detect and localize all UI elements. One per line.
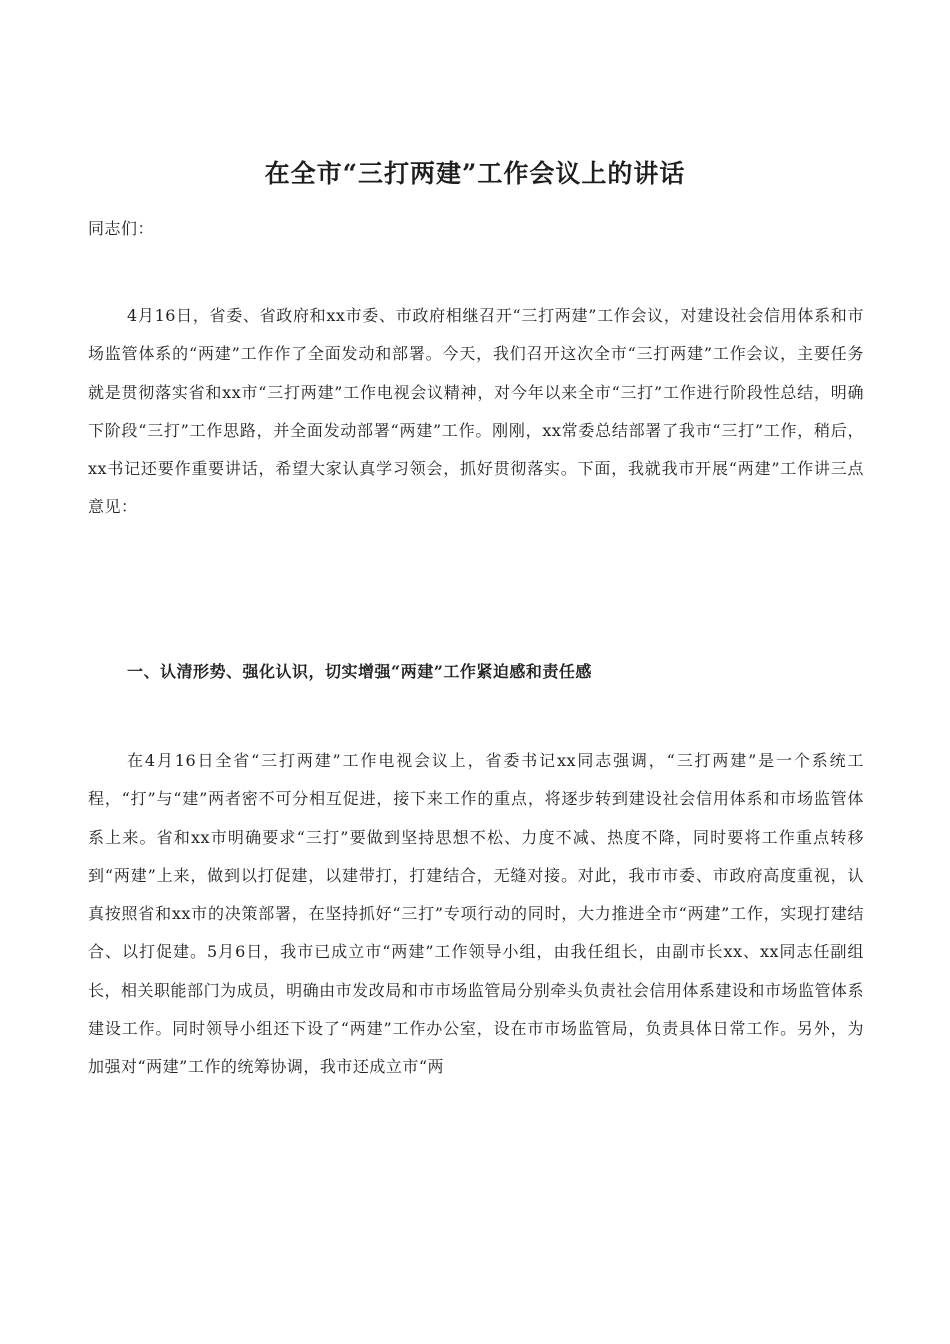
salutation: 同志们：: [88, 219, 155, 238]
document-title: 在全市“三打两建”工作会议上的讲话: [264, 159, 686, 188]
paragraph-intro: 4月16日，省委、省政府和xx市委、市政府相继召开“三打两建”工作会议，对建设社会信用体系和市场监管体系的“两建”工作作了全面发动和部署。今天，我们召开这次全市“三打两建”工作会议，主要任务就是贯彻落实省和xx市“三打两建”工作电视会议精神，对今年以来全市“三打”工作进行阶段性总结，明确下阶段“三打”工作思路，并全面发动部署“两建”工作。刚刚，xx常委总结部署了我市“三打”工作，稍后，xx书记还要作重要讲话，希望大家认真学习领会，抓好贯彻落实。下面，我就我市开展“两建”工作讲三点意见：: [88, 306, 864, 517]
paragraph-section-1: 在4月16日全省“三打两建”工作电视会议上，省委书记xx同志强调，“三打两建”是一个系统工程，“打”与“建”两者密不可分相互促进，接下来工作的重点，将逐步转到建设社会信用体系和市场监管体系上来。省和xx市明确要求“三打”要做到坚持思想不松、力度不减、热度不降，同时要将工作重点转移到“两建”上来，做到以打促建，以建带打，打建结合，无缝对接。对此，我市市委、市政府高度重视，认真按照省和xx市的决策部署，在坚持抓好“三打”专项行动的同时，大力推进全市“两建”工作，实现打建结合、以打促建。5月6日，我市已成立市“两建”工作领导小组，由我任组长，由副市长xx、xx同志任副组长，相关职能部门为成员，明确由市发改局和市市场监管局分别牵头负责社会信用体系建设和市场监管体系建设工作。同时领导小组还下设了“两建”工作办公室，设在市市场监管局，负责具体日常工作。另外，为加强对“两建”工作的统筹协调，我市还成立市“两: [88, 751, 864, 1077]
section-heading-1: 一、认清形势、强化认识，切实增强“两建”工作紧迫感和责任感: [127, 662, 592, 681]
